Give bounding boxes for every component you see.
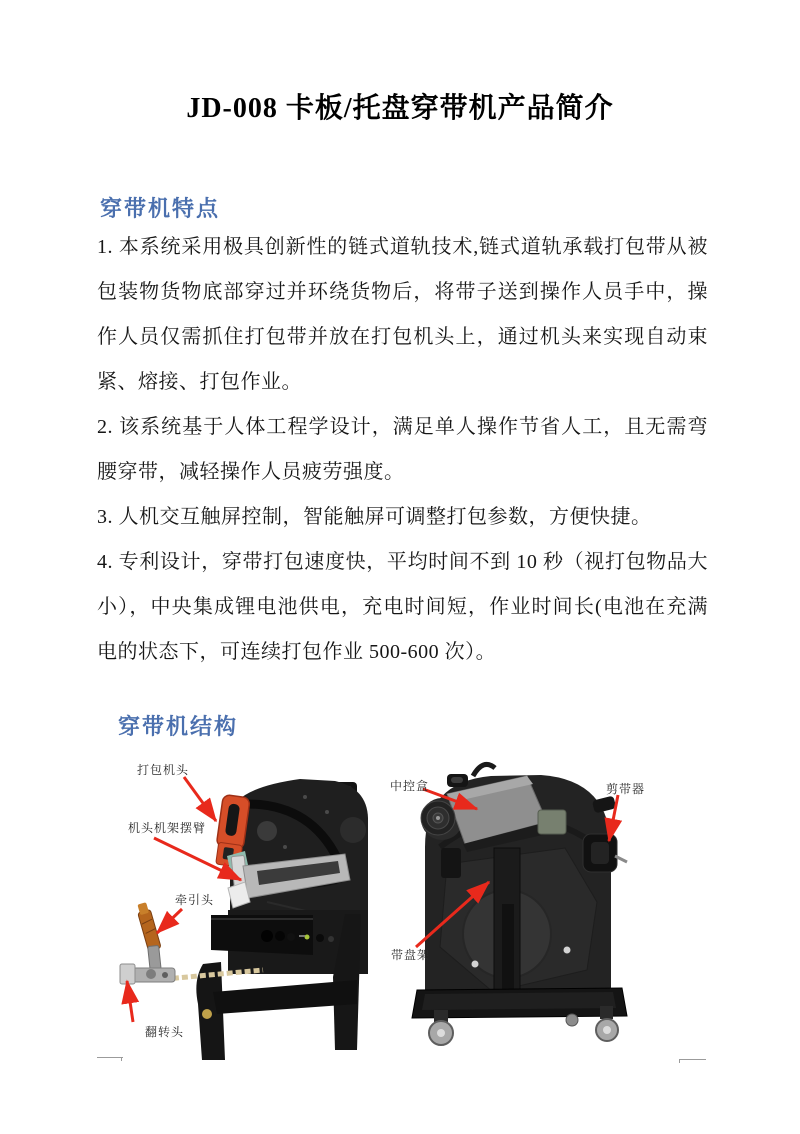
feature-paragraph-2: 2. 该系统基于人体工程学设计，满足单人操作节省人工，且无需弯腰穿带，减轻操作人员疲劳强度。	[97, 416, 708, 483]
part-label-reel-frame: 带盘架	[391, 948, 431, 962]
feature-paragraph-3: 3. 人机交互触屏控制，智能触屏可调整打包参数，方便快捷。	[97, 506, 652, 528]
arrow-strapping-head	[184, 777, 216, 821]
part-label-swing-arm: 机头机架摆臂	[128, 821, 207, 835]
figure-resize-handle-left[interactable]	[97, 1057, 123, 1058]
document-title: JD-008 卡板/托盘穿带机产品简介	[186, 93, 614, 124]
section-heading-structure: 穿带机结构	[118, 714, 239, 739]
section-heading-features: 穿带机特点	[100, 196, 221, 221]
feature-paragraph-1: 1. 本系统采用极具创新性的链式道轨技术,链式道轨承载打包带从被包装物货物底部穿过并环绕货物后，将带子送到操作人员手中，操作人员仅需抓住打包带并放在打包机头上，通过机头来实现自动束紧、熔接、打包作业。	[97, 236, 708, 393]
figure-resize-handle-right[interactable]	[679, 1059, 706, 1060]
part-label-control-box: 中控盒	[390, 779, 430, 793]
machine-right-illustration	[412, 764, 627, 1045]
features-paragraphs	[97, 225, 708, 675]
part-label-strap-cutter: 剪带器	[606, 782, 646, 796]
part-label-strapping-head: 打包机头	[137, 763, 190, 777]
product-structure-figure	[95, 752, 715, 1070]
feature-paragraph-4: 4. 专利设计，穿带打包速度快，平均时间不到 10 秒（视打包物品大小），中央集成锂电池供电，充电时间短，作业时间长(电池在充满电的状态下，可连续打包作业 500-600 次）。	[97, 551, 708, 663]
part-label-traction-head: 牵引头	[175, 893, 215, 907]
part-label-flip-head: 翻转头	[145, 1025, 185, 1039]
arrow-traction-head	[157, 909, 182, 933]
arrow-flip-head	[127, 981, 133, 1022]
